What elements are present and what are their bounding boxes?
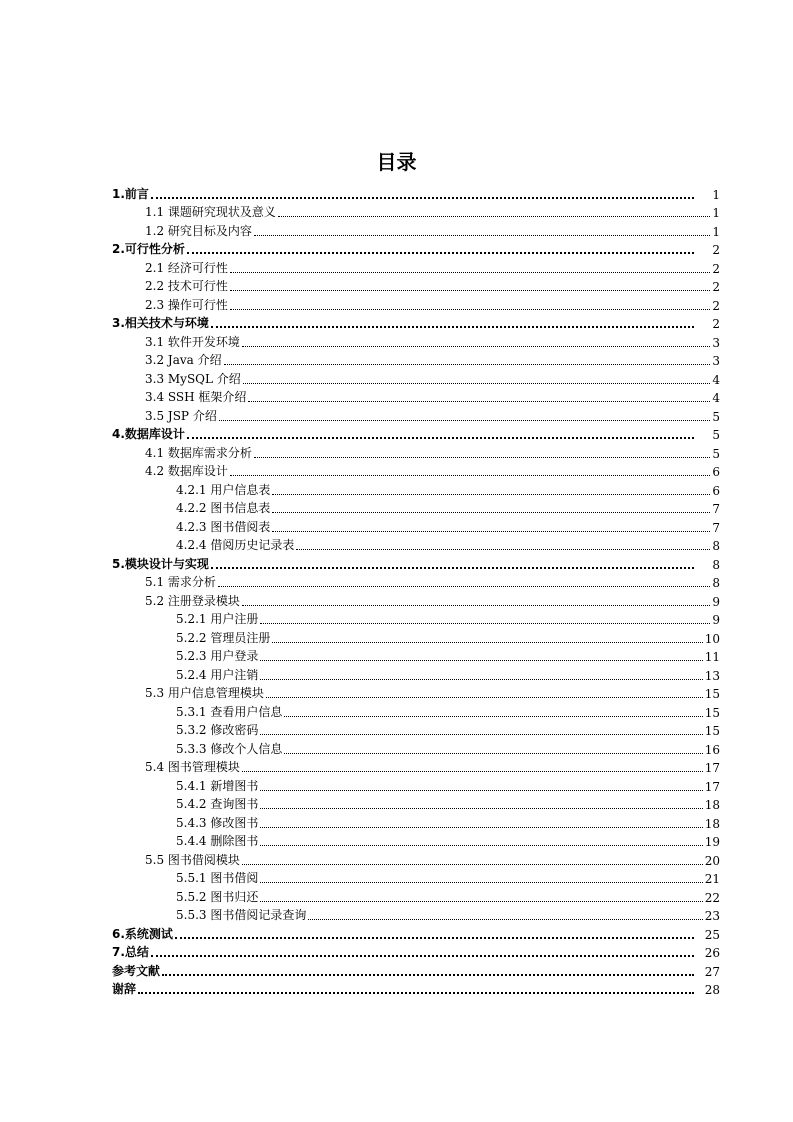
toc-entry-label: 5.5 图书借阅模块 — [145, 852, 240, 867]
toc-entry-label: 3.5 JSP 介绍 — [145, 408, 217, 423]
toc-entry-page-number: 4 — [712, 372, 720, 387]
dot-leader — [254, 457, 710, 458]
toc-entry-page-number: 17 — [704, 779, 720, 794]
toc-entry-page-number: 27 — [704, 964, 720, 979]
toc-entry[interactable] — [112, 405, 720, 424]
toc-entry-label: 5.4 图书管理模块 — [145, 760, 240, 774]
toc-entry-label: 2.3 操作可行性 — [145, 297, 228, 312]
toc-entry[interactable] — [112, 868, 720, 887]
toc-entry-label: 5.2.1 用户注册 — [176, 612, 259, 626]
toc-entry[interactable] — [112, 276, 720, 295]
toc-entry-page-number: 8 — [712, 576, 720, 590]
toc-entry-label: 5.4.1 新增图书 — [176, 778, 259, 793]
dot-leader — [151, 197, 694, 199]
toc-entry-page-number: 1 — [712, 187, 720, 202]
toc-entry[interactable] — [112, 831, 720, 850]
toc-entry-page-number: 7 — [712, 520, 720, 535]
dot-leader — [284, 716, 702, 717]
dot-leader — [224, 364, 711, 365]
toc-entry-label: 1.1 课题研究现状及意义 — [145, 205, 276, 219]
toc-entry-label: 4.2.2 图书信息表 — [176, 501, 271, 515]
toc-entry-label: 5.2.3 用户登录 — [176, 649, 259, 663]
toc-entry-label: 7.总结 — [112, 945, 149, 959]
toc-entry-page-number: 2 — [712, 243, 720, 257]
toc-entry-label: 5.3.3 修改个人信息 — [176, 741, 283, 756]
toc-entry-label: 5.模块设计与实现 — [112, 556, 209, 571]
dot-leader — [242, 605, 710, 606]
toc-entry-page-number: 15 — [704, 687, 720, 701]
toc-entry[interactable] — [112, 442, 720, 461]
toc-entry[interactable] — [112, 461, 720, 480]
toc-entry-label: 参考文献 — [112, 963, 161, 978]
toc-entry[interactable] — [112, 886, 720, 905]
dot-leader — [278, 216, 710, 217]
dot-leader — [284, 753, 702, 754]
toc-entry[interactable] — [112, 368, 720, 387]
table-of-contents — [112, 183, 720, 997]
toc-entry-label: 3.1 软件开发环境 — [145, 334, 240, 349]
toc-entry-label: 1.前言 — [112, 186, 149, 201]
toc-entry-page-number: 2 — [712, 261, 720, 276]
toc-entry[interactable] — [112, 331, 720, 350]
toc-entry[interactable] — [112, 183, 720, 202]
toc-entry[interactable] — [112, 257, 720, 276]
toc-entry-label: 谢辞 — [112, 982, 137, 996]
toc-entry-page-number: 5 — [712, 428, 720, 442]
toc-entry-label: 5.4.3 修改图书 — [176, 815, 259, 830]
dot-leader — [242, 771, 703, 772]
toc-entry[interactable] — [112, 294, 720, 313]
dot-leader — [230, 309, 710, 310]
toc-entry[interactable] — [112, 905, 720, 924]
toc-entry-label: 5.5.3 图书借阅记录查询 — [176, 908, 307, 922]
dot-leader — [211, 567, 694, 569]
dot-leader — [260, 845, 702, 846]
toc-entry-page-number: 4 — [712, 391, 720, 405]
toc-entry-label: 4.2.1 用户信息表 — [176, 482, 271, 497]
toc-entry-label: 4.1 数据库需求分析 — [145, 445, 252, 460]
toc-entry-label: 5.3 用户信息管理模块 — [145, 686, 264, 700]
toc-entry-page-number: 19 — [704, 835, 720, 849]
toc-entry-page-number: 17 — [704, 761, 720, 775]
toc-entry-label: 2.1 经济可行性 — [145, 260, 228, 275]
toc-entry-page-number: 13 — [704, 668, 720, 683]
toc-entry-label: 5.2.4 用户注销 — [176, 667, 259, 682]
dot-leader — [175, 937, 694, 939]
toc-entry[interactable] — [112, 572, 720, 591]
dot-leader — [272, 642, 702, 643]
toc-entry[interactable] — [112, 923, 720, 942]
toc-entry-page-number: 8 — [712, 539, 720, 553]
toc-entry-page-number: 9 — [712, 594, 720, 609]
dot-leader — [187, 437, 694, 439]
toc-entry-page-number: 1 — [712, 224, 720, 239]
dot-leader — [272, 494, 710, 495]
toc-entry-label: 2.可行性分析 — [112, 242, 185, 256]
dot-leader — [218, 586, 710, 587]
dot-leader — [230, 290, 710, 291]
toc-entry-page-number: 6 — [712, 465, 720, 479]
dot-leader — [260, 808, 702, 809]
toc-entry-page-number: 20 — [704, 853, 720, 868]
toc-entry-label: 5.3.2 修改密码 — [176, 723, 259, 737]
dot-leader — [260, 882, 702, 883]
toc-entry-label: 3.相关技术与环境 — [112, 316, 209, 330]
toc-entry[interactable] — [112, 720, 720, 739]
toc-entry-page-number: 9 — [712, 613, 720, 627]
toc-entry[interactable] — [112, 609, 720, 628]
dot-leader — [260, 679, 702, 680]
toc-entry[interactable] — [112, 757, 720, 776]
toc-entry-label: 3.4 SSH 框架介绍 — [145, 390, 247, 404]
dot-leader — [266, 697, 703, 698]
toc-entry[interactable] — [112, 794, 720, 813]
dot-leader — [260, 901, 702, 902]
toc-entry[interactable] — [112, 479, 720, 498]
toc-entry-page-number: 11 — [704, 650, 720, 664]
toc-entry-label: 5.2 注册登录模块 — [145, 593, 240, 608]
toc-entry-page-number: 15 — [704, 724, 720, 738]
dot-leader — [230, 272, 710, 273]
toc-entry[interactable] — [112, 738, 720, 757]
toc-entry[interactable] — [112, 535, 720, 554]
dot-leader — [243, 383, 711, 384]
dot-leader — [162, 974, 694, 976]
toc-entry-page-number: 28 — [704, 983, 720, 997]
toc-entry[interactable] — [112, 387, 720, 406]
toc-entry[interactable] — [112, 239, 720, 258]
toc-entry[interactable] — [112, 313, 720, 332]
toc-entry-page-number: 18 — [704, 798, 720, 812]
toc-entry[interactable] — [112, 220, 720, 239]
dot-leader — [242, 346, 710, 347]
toc-entry-page-number: 2 — [712, 298, 720, 313]
toc-entry-label: 3.3 MySQL 介绍 — [145, 371, 241, 386]
toc-entry-page-number: 10 — [704, 631, 720, 646]
toc-entry-page-number: 21 — [704, 872, 720, 886]
toc-entry[interactable] — [112, 849, 720, 868]
toc-entry-page-number: 15 — [704, 705, 720, 720]
toc-entry-label: 5.5.2 图书归还 — [176, 889, 259, 904]
toc-entry-page-number: 7 — [712, 502, 720, 516]
toc-entry-page-number: 18 — [704, 816, 720, 831]
dot-leader — [260, 827, 702, 828]
toc-entry[interactable] — [112, 498, 720, 517]
dot-leader — [254, 235, 710, 236]
toc-entry-page-number: 3 — [712, 335, 720, 350]
toc-entry-page-number: 5 — [712, 409, 720, 424]
toc-entry-label: 5.1 需求分析 — [145, 575, 216, 589]
dot-leader — [242, 864, 703, 865]
toc-entry-page-number: 22 — [704, 890, 720, 905]
dot-leader — [260, 734, 702, 735]
toc-entry-label: 5.5.1 图书借阅 — [176, 871, 259, 885]
toc-entry-label: 6.系统测试 — [112, 926, 173, 941]
toc-entry[interactable] — [112, 664, 720, 683]
dot-leader — [296, 549, 710, 550]
toc-entry-page-number: 25 — [704, 927, 720, 942]
toc-entry[interactable] — [112, 646, 720, 665]
dot-leader — [272, 512, 710, 513]
dot-leader — [260, 623, 710, 624]
toc-title: 目录 — [376, 150, 417, 174]
toc-entry-page-number: 1 — [712, 206, 720, 220]
toc-entry-page-number: 2 — [712, 317, 720, 331]
toc-entry-page-number: 8 — [712, 557, 720, 572]
toc-entry-page-number: 6 — [712, 483, 720, 498]
toc-entry-label: 5.4.4 删除图书 — [176, 834, 259, 848]
toc-entry-page-number: 23 — [704, 909, 720, 923]
dot-leader — [230, 475, 710, 476]
dot-leader — [260, 790, 702, 791]
toc-entry-page-number: 5 — [712, 446, 720, 461]
dot-leader — [260, 660, 702, 661]
dot-leader — [308, 919, 702, 920]
dot-leader — [187, 252, 694, 254]
toc-entry-label: 4.2.3 图书借阅表 — [176, 519, 271, 534]
toc-entry[interactable] — [112, 701, 720, 720]
toc-entry-label: 3.2 Java 介绍 — [145, 353, 222, 367]
toc-entry[interactable] — [112, 942, 720, 961]
toc-entry[interactable] — [112, 590, 720, 609]
toc-entry[interactable] — [112, 516, 720, 535]
toc-entry-page-number: 3 — [712, 354, 720, 368]
toc-entry-label: 2.2 技术可行性 — [145, 279, 228, 293]
toc-entry[interactable] — [112, 812, 720, 831]
toc-entry-label: 5.2.2 管理员注册 — [176, 630, 271, 645]
toc-entry[interactable] — [112, 683, 720, 702]
dot-leader — [138, 992, 694, 994]
toc-entry-label: 5.3.1 查看用户信息 — [176, 704, 283, 719]
toc-entry[interactable] — [112, 960, 720, 979]
toc-entry[interactable] — [112, 424, 720, 443]
toc-entry-page-number: 2 — [712, 280, 720, 294]
toc-entry[interactable] — [112, 979, 720, 998]
toc-entry[interactable] — [112, 775, 720, 794]
toc-entry-label: 4.数据库设计 — [112, 427, 185, 441]
toc-entry-label: 1.2 研究目标及内容 — [145, 223, 252, 238]
toc-entry[interactable] — [112, 627, 720, 646]
toc-entry[interactable] — [112, 350, 720, 369]
dot-leader — [219, 420, 711, 421]
toc-entry-page-number: 16 — [704, 742, 720, 757]
toc-entry-page-number: 26 — [704, 946, 720, 960]
dot-leader — [151, 955, 694, 957]
dot-leader — [211, 326, 694, 328]
toc-entry-label: 5.4.2 查询图书 — [176, 797, 259, 811]
dot-leader — [272, 531, 710, 532]
toc-entry[interactable] — [112, 553, 720, 572]
toc-entry-label: 4.2 数据库设计 — [145, 464, 228, 478]
dot-leader — [248, 401, 710, 402]
toc-entry-label: 4.2.4 借阅历史记录表 — [176, 538, 295, 552]
toc-entry[interactable] — [112, 202, 720, 221]
